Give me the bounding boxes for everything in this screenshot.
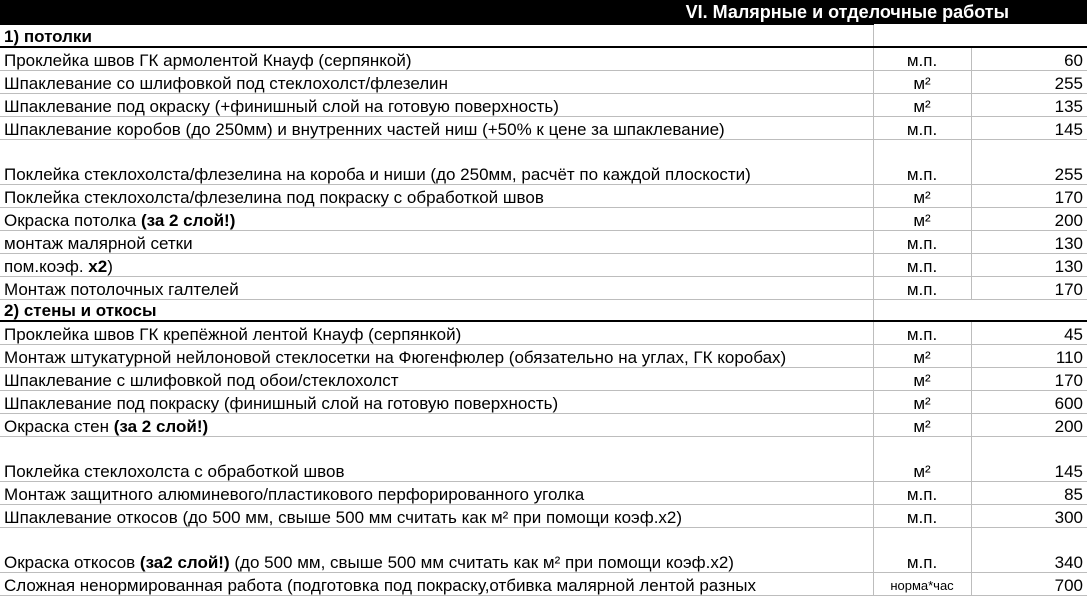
work-name-part: Проклейка швов ГК крепёжной лентой Кнауф (серпянкой) <box>4 325 462 344</box>
table-row <box>0 93 1087 116</box>
table-row <box>0 253 1087 276</box>
section-spacer <box>971 25 1087 47</box>
unit: м² <box>873 414 971 437</box>
price: 170 <box>971 276 1087 299</box>
work-name <box>0 437 873 482</box>
section-spacer <box>873 25 971 47</box>
unit: м² <box>873 345 971 368</box>
section-title: 2) стены и откосы <box>0 299 873 321</box>
work-name-part: Монтаж штукатурной нейлоновой стеклосетки на Фюгенфюлер (обязательно на углах, ГК коробах) <box>4 348 787 367</box>
price: 700 <box>971 573 1087 596</box>
work-name <box>0 482 873 505</box>
unit: м.п. <box>873 230 971 253</box>
sheet-title: VI. Малярные и отделочные работы <box>685 2 1009 22</box>
work-name <box>0 505 873 528</box>
price: 130 <box>971 230 1087 253</box>
table-row <box>0 414 1087 437</box>
price: 130 <box>971 253 1087 276</box>
price: 255 <box>971 70 1087 93</box>
work-name-part: Шпаклевание с шлифовкой под обои/стеклохолст <box>4 371 399 390</box>
sheet-header <box>0 0 1087 24</box>
price: 60 <box>971 47 1087 71</box>
table-row <box>0 505 1087 528</box>
price: 110 <box>971 345 1087 368</box>
section-header-row <box>0 299 1087 321</box>
work-name-part: Проклейка швов ГК армолентой Кнауф (серпянкой) <box>4 50 412 70</box>
work-name-part: Поклейка стеклохолста/флезелина на короба и ниши (до 250мм, расчёт по каждой плоскости) <box>4 164 751 184</box>
work-name <box>0 368 873 391</box>
price: 200 <box>971 414 1087 437</box>
section-spacer <box>971 299 1087 321</box>
table-row <box>0 345 1087 368</box>
unit: м.п. <box>873 528 971 573</box>
price: 300 <box>971 505 1087 528</box>
table-row <box>0 437 1087 482</box>
unit: м.п. <box>873 139 971 184</box>
unit: м.п. <box>873 482 971 505</box>
work-name-part: (до 500 мм, свыше 500 мм считать как м² при помощи коэф.x2) <box>229 553 734 572</box>
work-name <box>0 139 873 184</box>
unit: м² <box>873 93 971 116</box>
work-name-part: Поклейка стеклохолста с обработкой швов <box>4 462 345 481</box>
price: 600 <box>971 391 1087 414</box>
price: 340 <box>971 528 1087 573</box>
table-row <box>0 528 1087 573</box>
table-row <box>0 47 1087 71</box>
price: 145 <box>971 116 1087 139</box>
section-header-row <box>0 25 1087 47</box>
table-row <box>0 70 1087 93</box>
unit: м.п. <box>873 253 971 276</box>
price: 255 <box>971 139 1087 184</box>
table-row <box>0 573 1087 596</box>
unit: м² <box>873 391 971 414</box>
table-row <box>0 116 1087 139</box>
work-name-part: пом.коэф. <box>4 256 89 276</box>
price-table <box>0 24 1087 596</box>
work-name <box>0 184 873 207</box>
unit: м.п. <box>873 276 971 299</box>
work-name-part: Шпаклевание под покраску (финишный слой на готовую поверхность) <box>4 394 559 413</box>
work-name <box>0 47 873 71</box>
work-name-part: монтаж малярной сетки <box>4 233 193 253</box>
work-name <box>0 321 873 345</box>
work-name <box>0 276 873 299</box>
unit: м.п. <box>873 47 971 71</box>
work-name-part: Окраска откосов <box>4 553 140 572</box>
unit: м² <box>873 368 971 391</box>
unit: м² <box>873 207 971 230</box>
price: 145 <box>971 437 1087 482</box>
price: 200 <box>971 207 1087 230</box>
work-name-part: Окраска стен <box>4 417 114 436</box>
work-name <box>0 230 873 253</box>
unit: м² <box>873 70 971 93</box>
work-name <box>0 116 873 139</box>
work-name <box>0 528 873 573</box>
work-name <box>0 345 873 368</box>
price: 45 <box>971 321 1087 345</box>
table-row <box>0 368 1087 391</box>
table-row <box>0 230 1087 253</box>
work-name-part: Монтаж потолочных галтелей <box>4 279 239 299</box>
table-row <box>0 207 1087 230</box>
table-row <box>0 276 1087 299</box>
work-name-part: Поклейка стеклохолста/флезелина под покраску с обработкой швов <box>4 187 544 207</box>
work-name-part: Окраска потолка <box>4 210 141 230</box>
price: 85 <box>971 482 1087 505</box>
section-spacer <box>873 299 971 321</box>
work-name-bold-part: x2 <box>88 256 108 276</box>
table-row <box>0 139 1087 184</box>
section-title: 1) потолки <box>0 25 873 47</box>
work-name-part: Шпаклевание откосов (до 500 мм, свыше 500 мм считать как м² при помощи коэф.x2) <box>4 508 683 527</box>
work-name-part: Монтаж защитного алюминевого/пластикового перфорированного уголка <box>4 485 585 504</box>
table-row <box>0 482 1087 505</box>
unit: норма*час <box>873 573 971 596</box>
unit: м.п. <box>873 321 971 345</box>
price: 170 <box>971 368 1087 391</box>
unit: м² <box>873 437 971 482</box>
work-name-part: ) <box>107 256 113 276</box>
unit: м² <box>873 184 971 207</box>
unit: м.п. <box>873 505 971 528</box>
table-row <box>0 184 1087 207</box>
work-name-bold-part: (за 2 слой!) <box>113 417 209 436</box>
work-name <box>0 414 873 437</box>
work-name <box>0 391 873 414</box>
work-name <box>0 70 873 93</box>
work-name-part: Шпаклевание под окраску (+финишный слой на готовую поверхность) <box>4 96 559 116</box>
work-name-part: Шпаклевание со шлифовкой под стеклохолст/флезелин <box>4 73 449 93</box>
work-name-bold-part: (за 2 слой!) <box>140 210 236 230</box>
table-row <box>0 321 1087 345</box>
work-name <box>0 93 873 116</box>
unit: м.п. <box>873 116 971 139</box>
price: 135 <box>971 93 1087 116</box>
work-name-part: Шпаклевание коробов (до 250мм) и внутренних частей ниш (+50% к цене за шпаклевание) <box>4 119 725 139</box>
price: 170 <box>971 184 1087 207</box>
work-name-bold-part: (за2 слой!) <box>139 553 230 572</box>
work-name <box>0 207 873 230</box>
work-name <box>0 573 873 596</box>
work-name-part: Сложная ненормированная работа (подготовка под покраску,отбивка малярной лентой разных <box>4 576 756 595</box>
work-name <box>0 253 873 276</box>
table-row <box>0 391 1087 414</box>
